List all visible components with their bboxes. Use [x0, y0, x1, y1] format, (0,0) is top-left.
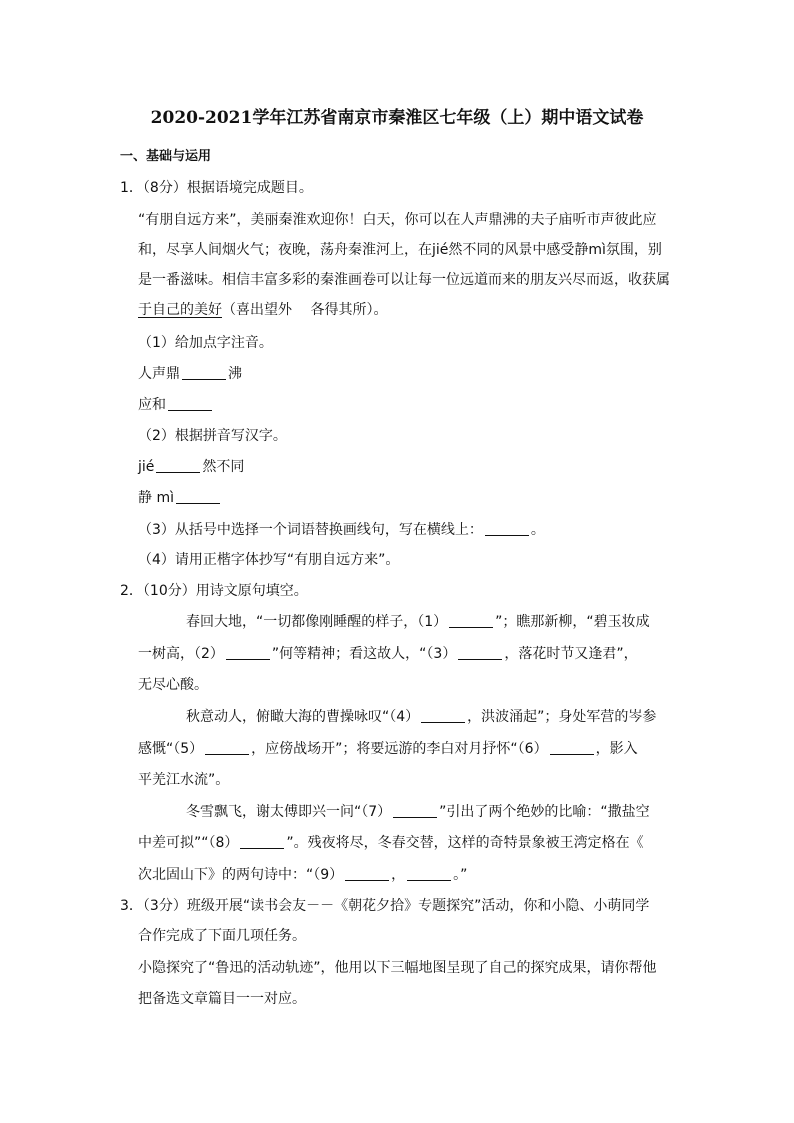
answer-blank[interactable] — [485, 521, 529, 536]
pinyin-item-1: 人声鼎 沸 — [138, 366, 242, 382]
question-1-passage-line — [138, 300, 387, 320]
answer-blank[interactable] — [240, 834, 284, 849]
poem-fill-line: 春回大地，“一切都像刚睡醒的样子，（1） ”；瞧那新柳，“碧玉妆成 — [186, 614, 650, 630]
answer-blank[interactable] — [458, 645, 502, 660]
hanzi-item-1: jié 然不同 — [138, 459, 245, 475]
answer-blank[interactable] — [226, 645, 270, 660]
answer-blank[interactable] — [393, 803, 437, 818]
section-heading: 一、基础与运用 — [120, 149, 212, 164]
sub-question-2: （2）根据拼音写汉字。 — [138, 428, 287, 444]
word-options: （喜出望外 各得其所）。 — [222, 302, 388, 318]
poem-fill-line: 秋意动人，俯瞰大海的曹操咏叹“（4） ，洪波涌起”；身处军营的岑参 — [186, 709, 657, 725]
question-3-text: 把备选文章篇目一一对应。 — [138, 991, 306, 1007]
poem-fill-line: 中差可拟”“（8） ”。残夜将尽，冬春交替，这样的奇特景象被王湾定格在《 — [138, 835, 644, 851]
question-3-text: 小隐探究了“鲁迅的活动轨迹”，他用以下三幅地图呈现了自己的探究成果，请你帮他 — [138, 960, 657, 976]
poem-fill-line: 无尽心酸。 — [138, 677, 208, 693]
underlined-phrase: 于自己的美好 — [138, 302, 222, 318]
answer-blank[interactable] — [345, 866, 389, 881]
sub-question-3: （3）从括号中选择一个词语替换画线句，写在横线上： 。 — [138, 522, 545, 538]
poem-fill-line: 次北固山下》的两句诗中：“（9） ， 。” — [138, 867, 468, 883]
question-2-heading: 2．（10分）用诗文原句填空。 — [120, 583, 308, 599]
poem-fill-line: 感慨“（5） ，应傍战场开”；将要远游的李白对月抒怀“（6） ，影入 — [138, 741, 638, 757]
sub-question-1: （1）给加点字注音。 — [138, 335, 273, 351]
pinyin-item-2: 应和 — [138, 395, 214, 415]
question-1-passage-line: 是一番滋味。相信丰富多彩的秦淮画卷可以让每一位远道而来的朋友兴尽而返，收获属 — [138, 272, 670, 288]
answer-blank[interactable] — [168, 396, 212, 411]
question-1-passage-line: 和，尽享人间烟火气；夜晚，荡舟秦淮河上，在jié然不同的风景中感受静mì氛围，别 — [138, 242, 662, 258]
hanzi-item-2: 静 mì — [138, 488, 222, 508]
answer-blank[interactable] — [182, 365, 226, 380]
question-3-text: 合作完成了下面几项任务。 — [138, 928, 306, 944]
answer-blank[interactable] — [421, 708, 465, 723]
answer-blank[interactable] — [205, 740, 249, 755]
answer-blank[interactable] — [407, 866, 451, 881]
question-1-passage-line: “有朋自远方来”，美丽秦淮欢迎你！白天，你可以在人声鼎沸的夫子庙听市声彼此应 — [138, 212, 657, 228]
sub-question-4: （4）请用正楷字体抄写“有朋自远方来”。 — [138, 552, 400, 568]
page-title: 2020-2021学年江苏省南京市秦淮区七年级（上）期中语文试卷 — [150, 108, 644, 128]
poem-fill-line: 一树高，（2） ”何等精神；看这故人，“（3） ，落花时节又逢君”， — [138, 646, 638, 662]
answer-blank[interactable] — [156, 458, 200, 473]
answer-blank[interactable] — [550, 740, 594, 755]
answer-blank[interactable] — [449, 613, 493, 628]
poem-fill-line: 冬雪飘飞，谢太傅即兴一问“（7） ”引出了两个绝妙的比喻：“撒盐空 — [186, 804, 650, 820]
poem-fill-line: 平羌江水流”。 — [138, 772, 230, 788]
question-3-heading: 3．（3分）班级开展“读书会友－－《朝花夕拾》专题探究”活动，你和小隐、小萌同学 — [120, 898, 650, 914]
answer-blank[interactable] — [176, 489, 220, 504]
question-1-heading: 1．（8分）根据语境完成题目。 — [120, 180, 313, 196]
